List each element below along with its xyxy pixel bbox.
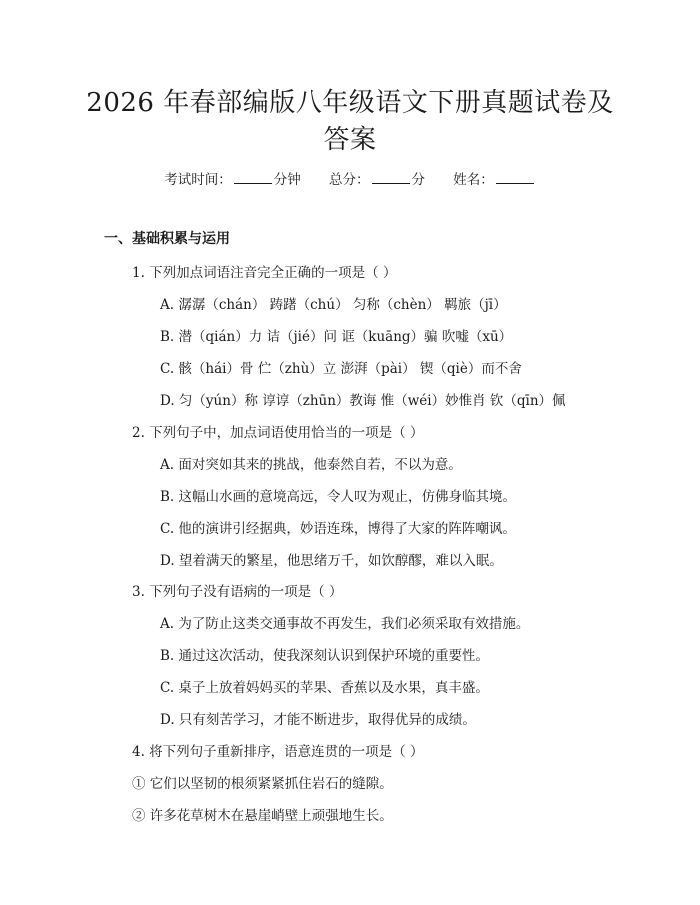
exam-time-unit: 分钟	[273, 172, 301, 188]
question-4-item-1: ① 它们以坚韧的根须紧紧抓住岩石的缝隙。	[132, 776, 393, 792]
question-4-stem: 4. 将下列句子重新排序，语意连贯的一项是（ ）	[132, 744, 424, 760]
question-1-option-d: D. 匀（yún）称 谆谆（zhūn）教诲 惟（wéi）妙惟肖 钦（qīn）佩	[160, 393, 566, 409]
exam-title-line-1: 2026 年春部编版八年级语文下册真题试卷及	[86, 88, 614, 118]
question-4-item-2: ② 许多花草树木在悬崖峭壁上顽强地生长。	[132, 808, 393, 824]
question-1-stem: 1. 下列加点词语注音完全正确的一项是（ ）	[132, 265, 397, 281]
exam-title-line-2: 答案	[323, 125, 377, 155]
question-3-option-b: B. 通过这次活动，使我深刻认识到保护环境的重要性。	[160, 648, 490, 664]
question-1-option-b: B. 潜（qián）力 诘（jié）问 诓（kuāng）骗 吹嘘（xū）	[160, 329, 513, 345]
name-blank	[496, 171, 534, 184]
total-score-blank	[372, 171, 410, 184]
question-3-stem: 3. 下列句子没有语病的一项是（ ）	[132, 584, 343, 600]
question-2-option-b: B. 这幅山水画的意境高远，令人叹为观止，仿佛身临其境。	[160, 489, 517, 505]
question-2-stem: 2. 下列句子中，加点词语使用恰当的一项是（ ）	[132, 425, 424, 441]
total-score-label: 总分：	[329, 172, 370, 188]
question-1-option-a: A. 潺潺（chán） 踌躇（chú） 匀称（chèn） 羁旅（jī）	[160, 297, 507, 313]
question-1-option-c: C. 骸（hái）骨 伫（zhù）立 澎湃（pài） 锲（qiè）而不舍	[160, 361, 522, 377]
question-2-option-a: A. 面对突如其来的挑战，他泰然自若，不以为意。	[160, 457, 462, 473]
name-field	[453, 168, 536, 188]
exam-meta	[0, 168, 700, 188]
name-label: 姓名：	[453, 172, 494, 188]
exam-time-blank	[234, 171, 272, 184]
question-3-option-d: D. 只有刻苦学习，才能不断进步，取得优异的成绩。	[160, 712, 476, 728]
section-heading: 一、基础积累与运用	[104, 231, 230, 247]
exam-time-field	[164, 168, 301, 188]
question-3-option-a: A. 为了防止这类交通事故不再发生，我们必须采取有效措施。	[160, 616, 530, 632]
total-score-field	[329, 168, 425, 188]
question-2-option-c: C. 他的演讲引经据典，妙语连珠，博得了大家的阵阵嘲讽。	[160, 521, 516, 537]
total-score-unit: 分	[411, 172, 425, 188]
question-2-option-d: D. 望着满天的繁星，他思绪万千，如饮醇醪，难以入眠。	[160, 553, 503, 569]
exam-time-label: 考试时间：	[164, 172, 232, 188]
question-3-option-c: C. 桌子上放着妈妈买的苹果、香蕉以及水果，真丰盛。	[160, 680, 489, 696]
